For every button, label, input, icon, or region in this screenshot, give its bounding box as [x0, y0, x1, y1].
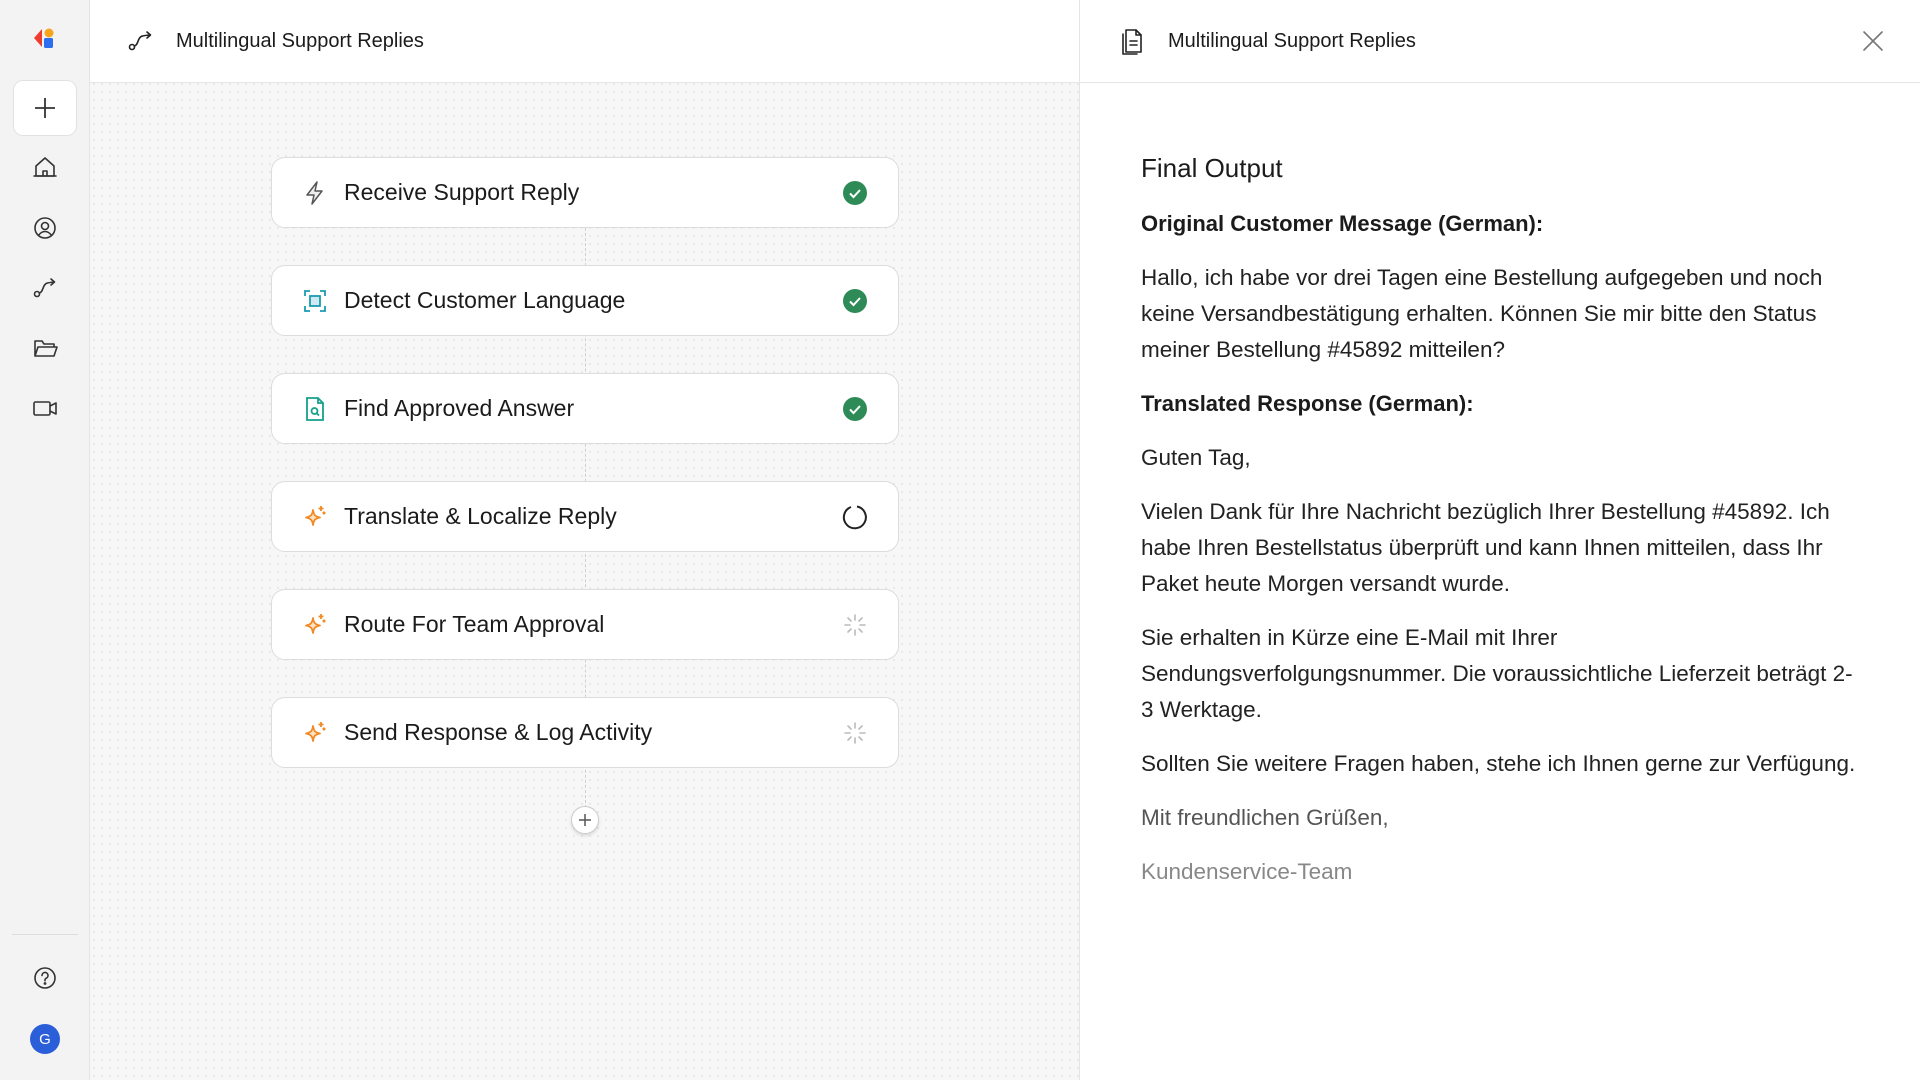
step-card-translate-localize-reply[interactable] — [271, 481, 899, 552]
sidebar-item-workflows[interactable] — [22, 265, 68, 311]
pending-spinner-icon — [842, 720, 868, 746]
step-label: Detect Customer Language — [344, 287, 626, 313]
output-panel-header — [1079, 0, 1920, 83]
pending-spinner-icon — [842, 612, 868, 638]
step-label: Receive Support Reply — [344, 179, 580, 205]
step-card-receive-support-reply[interactable] — [271, 157, 899, 228]
sidebar-divider — [12, 934, 78, 935]
loading-spinner-icon — [842, 504, 868, 530]
folder-icon — [31, 334, 59, 362]
home-icon — [31, 153, 59, 181]
sparkle-icon — [302, 720, 328, 746]
output-panel-title: Multilingual Support Replies — [1168, 29, 1416, 52]
sidebar-item-files[interactable] — [22, 325, 68, 371]
app-logo[interactable] — [22, 16, 68, 62]
response-signature: Kundenservice-Team — [1141, 859, 1353, 884]
sidebar-item-profile[interactable] — [22, 205, 68, 251]
sparkle-icon — [302, 612, 328, 638]
sparkle-icon — [302, 504, 328, 530]
user-avatar[interactable]: G — [30, 1024, 60, 1054]
plus-icon — [32, 95, 58, 121]
workflow-title: Multilingual Support Replies — [176, 29, 424, 52]
document-icon — [1118, 26, 1148, 56]
response-paragraph: Guten Tag, — [1141, 445, 1251, 470]
user-circle-icon — [31, 214, 59, 242]
add-step-button[interactable] — [571, 806, 599, 834]
step-card-find-approved-answer[interactable] — [271, 373, 899, 444]
close-panel-button[interactable] — [1860, 28, 1886, 54]
document-search-icon — [302, 396, 328, 422]
check-circle-icon — [842, 288, 868, 314]
check-circle-icon — [842, 396, 868, 422]
response-paragraph: Vielen Dank für Ihre Nachricht bezüglich Ihrer Bestellung #45892. Ich habe Ihren Bestellstatus überprüft und kann Ihnen mitteilen, dass Ihr Paket heute Morgen versandt wurde. — [1141, 499, 1830, 596]
response-paragraph: Sollten Sie weitere Fragen haben, stehe ich Ihnen gerne zur Verfügung. — [1141, 751, 1856, 776]
check-circle-icon — [842, 180, 868, 206]
output-heading: Final Output — [1141, 153, 1283, 183]
translated-response-label: Translated Response (German): — [1141, 391, 1474, 416]
help-button[interactable] — [22, 955, 68, 1001]
plus-icon — [577, 812, 593, 828]
sidebar — [0, 0, 90, 1080]
help-icon — [31, 964, 59, 992]
step-label: Find Approved Answer — [344, 395, 575, 421]
response-paragraph: Sie erhalten in Kürze eine E-Mail mit Ihrer Sendungsverfolgungsnummer. Die voraussichtliche Lieferzeit beträgt 2-3 Werktage. — [1141, 625, 1853, 722]
step-label: Translate & Localize Reply — [344, 503, 617, 529]
sidebar-item-home[interactable] — [22, 144, 68, 190]
workflow-header — [90, 0, 1079, 83]
original-message-text: Hallo, ich habe vor drei Tagen eine Bestellung aufgegeben und noch keine Versandbestätigung erhalten. Können Sie mir bitte den Status meiner Bestellung #45892 mitteilen? — [1141, 265, 1823, 362]
new-button[interactable] — [13, 80, 77, 136]
video-icon — [31, 394, 59, 422]
close-icon — [1860, 28, 1886, 54]
original-message-label: Original Customer Message (German): — [1141, 211, 1544, 236]
step-card-route-for-team-approval[interactable] — [271, 589, 899, 660]
step-label: Send Response & Log Activity — [344, 719, 653, 745]
workflow-icon — [126, 26, 156, 56]
scan-icon — [302, 288, 328, 314]
sidebar-item-recordings[interactable] — [22, 385, 68, 431]
workflow-icon — [31, 274, 59, 302]
step-card-detect-customer-language[interactable] — [271, 265, 899, 336]
response-closing: Mit freundlichen Grüßen, — [1141, 805, 1389, 830]
output-panel — [1079, 83, 1920, 1080]
lightning-icon — [302, 180, 328, 206]
step-card-send-response-log-activity[interactable] — [271, 697, 899, 768]
step-label: Route For Team Approval — [344, 611, 605, 637]
